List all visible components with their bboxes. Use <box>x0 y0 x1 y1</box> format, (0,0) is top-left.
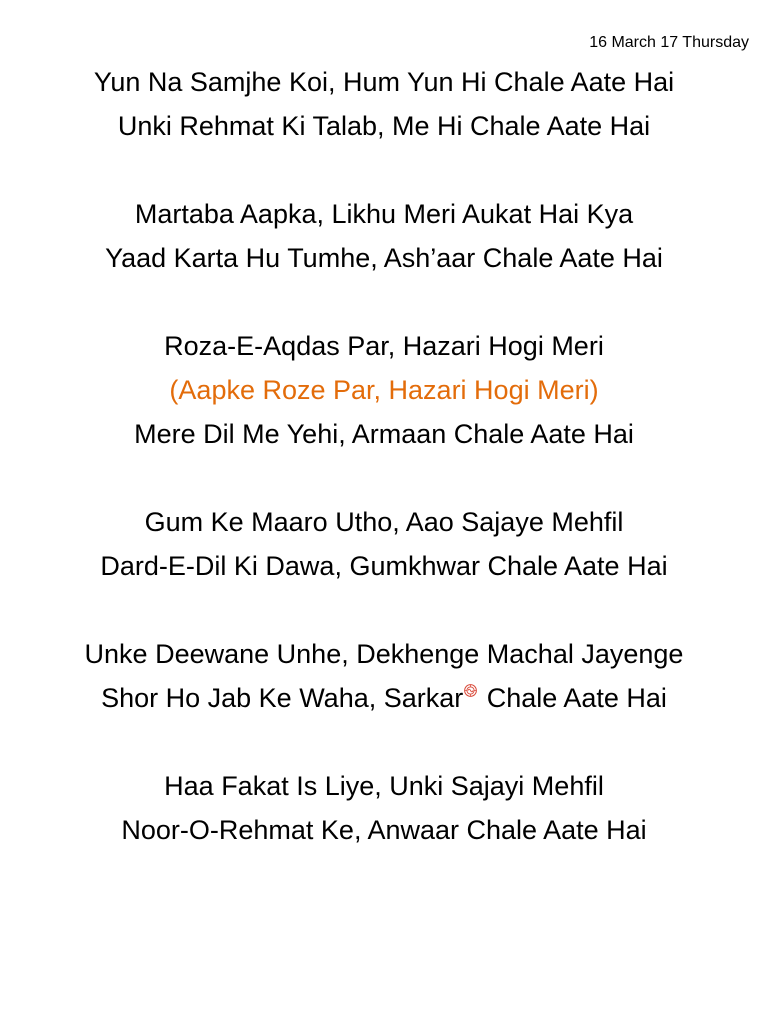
poem-line: Martaba Aapka, Likhu Meri Aukat Hai Kya <box>134 199 634 229</box>
stanza-3 <box>0 324 768 456</box>
poem-line: Unki Rehmat Ki Talab, Me Hi Chale Aate Hai <box>117 111 651 141</box>
poem-line: Dard-E-Dil Ki Dawa, Gumkhwar Chale Aate Hai <box>100 551 668 581</box>
stanza-4 <box>0 500 768 588</box>
salutation-seal-icon <box>464 684 477 697</box>
poem-line: Roza-E-Aqdas Par, Hazari Hogi Meri <box>164 331 604 361</box>
stanza-5 <box>0 632 768 720</box>
poem-line-highlighted: (Aapke Roze Par, Hazari Hogi Meri) <box>169 375 599 405</box>
poem-line-part: Chale Aate Hai <box>479 683 667 713</box>
poem-line-part: Shor Ho Jab Ke Waha, Sarkar <box>101 683 464 713</box>
poem-line: Noor-O-Rehmat Ke, Anwaar Chale Aate Hai <box>121 815 647 845</box>
poem-line-with-seal <box>0 676 768 720</box>
date-header: 16 March 17 Thursday <box>589 34 749 51</box>
stanza-1 <box>0 60 768 148</box>
poem-line: Yaad Karta Hu Tumhe, Ash’aar Chale Aate Hai <box>105 243 663 273</box>
stanza-2 <box>0 192 768 280</box>
poem-line: Haa Fakat Is Liye, Unki Sajayi Mehfil <box>164 771 604 801</box>
poem <box>0 60 768 896</box>
poem-line: Unke Deewane Unhe, Dekhenge Machal Jayenge <box>84 639 684 669</box>
poem-line: Mere Dil Me Yehi, Armaan Chale Aate Hai <box>134 419 634 449</box>
poem-line: Gum Ke Maaro Utho, Aao Sajaye Mehfil <box>144 507 624 537</box>
stanza-6 <box>0 764 768 852</box>
poem-line: Yun Na Samjhe Koi, Hum Yun Hi Chale Aate Hai <box>93 67 675 97</box>
